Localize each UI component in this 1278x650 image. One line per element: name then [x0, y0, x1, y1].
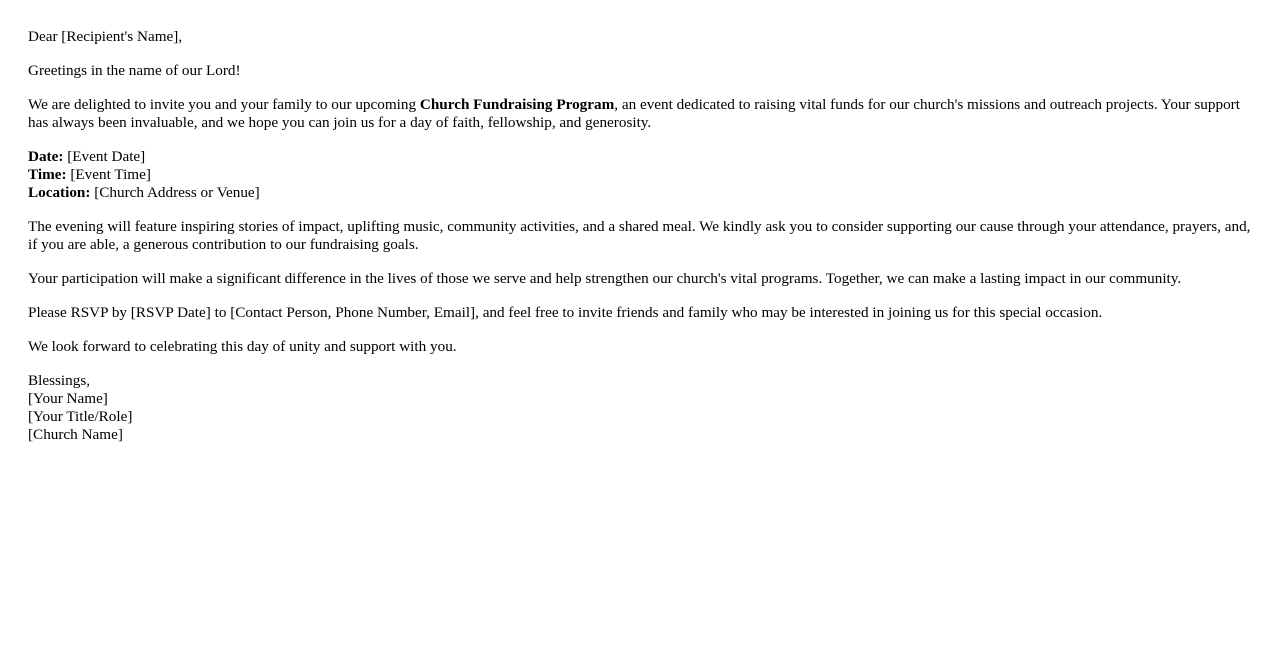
event-location — [28, 184, 1258, 202]
time-label: Time: — [28, 166, 67, 183]
signature-block — [28, 372, 1258, 444]
date-value: [Event Date] — [63, 148, 146, 165]
event-time — [28, 166, 1258, 184]
time-value: [Event Time] — [66, 166, 151, 183]
church-name: [Church Name] — [28, 426, 123, 443]
closing-paragraph: We look forward to celebrating this day of unity and support with you. — [28, 338, 457, 355]
valediction: Blessings, — [28, 372, 91, 389]
date-label: Date: — [28, 148, 64, 165]
event-date — [28, 148, 1258, 166]
location-label: Location: — [28, 184, 91, 201]
event-details — [28, 148, 1258, 202]
signer-name: [Your Name] — [28, 390, 108, 407]
invitation-paragraph — [28, 96, 1258, 132]
letter-body — [28, 28, 1258, 460]
location-value: [Church Address or Venue] — [90, 184, 260, 201]
invitation-text-start: We are delighted to invite you and your family to our upcoming — [28, 96, 420, 113]
salutation: Dear [Recipient's Name], — [28, 28, 183, 45]
event-name: Church Fundraising Program — [419, 96, 615, 113]
evening-paragraph: The evening will feature inspiring stories of impact, uplifting music, community activities, and a shared meal. We kindly ask you to consider supporting our cause through your attendance, prayers, and, if you are able, a generous contribution to our fundraising goals. — [28, 218, 1251, 253]
participation-paragraph: Your participation will make a significant difference in the lives of those we serve and help strengthen our church's vital programs. Together, we can make a lasting impact in our community. — [28, 270, 1182, 287]
signer-title: [Your Title/Role] — [28, 408, 133, 425]
greeting: Greetings in the name of our Lord! — [28, 62, 241, 79]
invitation-text-end: , an event dedicated to raising vital funds for our church's missions and outreach projects. Your support has always been invaluable, and we hope you can join us for a day of faith, fellowship, and generosity. — [28, 96, 1240, 131]
rsvp-paragraph: Please RSVP by [RSVP Date] to [Contact Person, Phone Number, Email], and feel free to invite friends and family who may be interested in joining us for this special occasion. — [28, 304, 1103, 321]
